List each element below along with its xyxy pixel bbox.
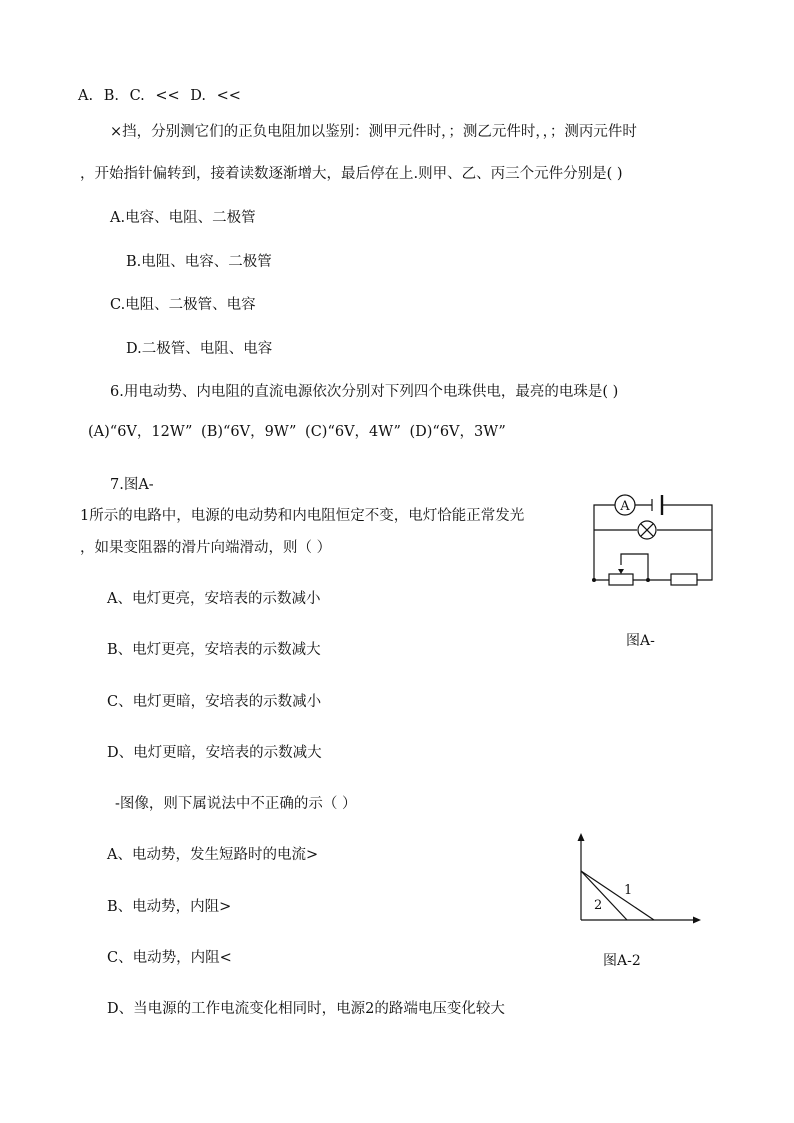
graph-line2-label: 2	[594, 898, 603, 913]
q5-text-line2: ，开始指针偏转到，接着读数逐渐增大，最后停在上.则甲、乙、丙三个元件分别是( )	[80, 166, 623, 182]
q8-stem: -图像，则下属说法中不正确的示（ ）	[115, 796, 357, 812]
q8-option-a: A、电动势，发生短路时的电流>	[107, 847, 319, 863]
q5-option-c: C.电阻、二极管、电容	[110, 297, 256, 313]
q6-stem: 6.用电动势、内电阻的直流电源依次分别对下列四个电珠供电，最亮的电珠是( )	[110, 384, 619, 400]
q7-text-line1: 1所示的电路中，电源的电动势和内电阻恒定不变，电灯恰能正常发光	[80, 508, 525, 524]
q5-option-d: D.二极管、电阻、电容	[126, 341, 273, 357]
circuit-diagram	[590, 490, 720, 590]
rheostat-symbol	[609, 574, 633, 585]
graph-line1-label: 1	[624, 883, 633, 898]
q8-option-c: C、电动势，内阻<	[107, 950, 232, 966]
q8-option-d: D、当电源的工作电流变化相同时，电源2的路端电压变化较大	[107, 1001, 505, 1017]
q7-number: 7.图A-	[110, 477, 154, 493]
q5-option-b: B.电阻、电容、二极管	[126, 254, 272, 270]
graph-line-2	[581, 871, 627, 920]
q5-text-line1: ×挡，分别测它们的正负电阻加以鉴别：测甲元件时，；测乙元件时，，；测丙元件时	[110, 124, 637, 140]
q7-text-line2: ，如果变阻器的滑片向端滑动，则（ ）	[80, 540, 332, 556]
resistor-symbol	[671, 574, 697, 585]
q7-option-a: A、电灯更亮，安培表的示数减小	[107, 591, 321, 607]
circuit-caption: 图A-	[626, 633, 655, 649]
ui-graph	[572, 832, 702, 927]
q5-option-a: A.电容、电阻、二极管	[110, 210, 256, 226]
graph-caption: 图A-2	[603, 953, 641, 969]
options-line: A. B. C. << D. <<	[78, 88, 241, 104]
ammeter-label: A	[620, 499, 630, 514]
q6-options: (A)“6V，12W” (B)“6V，9W” (C)“6V，4W” (D)“6V，3W”	[88, 424, 506, 440]
q7-option-d: D、电灯更暗，安培表的示数减大	[107, 745, 322, 761]
q7-option-b: B、电灯更亮，安培表的示数减大	[107, 642, 321, 658]
graph-line-1	[581, 871, 654, 920]
q7-option-c: C、电灯更暗，安培表的示数减小	[107, 694, 322, 710]
q8-option-b: B、电动势，内阻>	[107, 899, 232, 915]
